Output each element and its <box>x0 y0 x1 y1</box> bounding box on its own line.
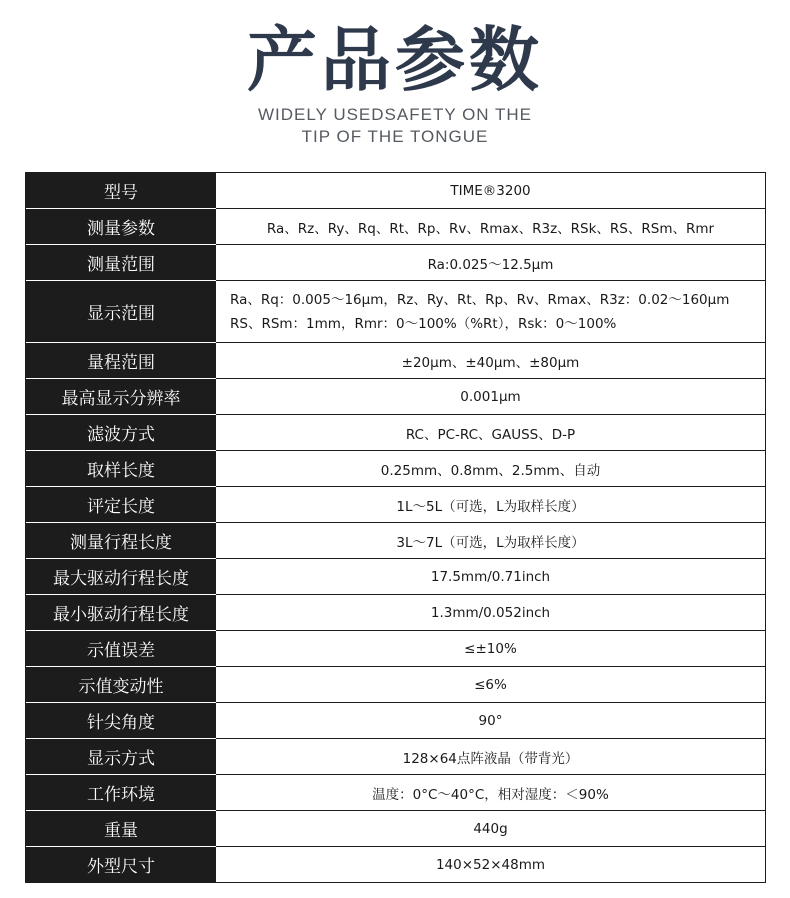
spec-row-tip-angle <box>26 702 765 738</box>
spec-value: ±20μm、±40μm、±80μm <box>401 354 580 371</box>
spec-value: 128×64点阵液晶（带背光） <box>402 750 579 767</box>
spec-label: 重量 <box>26 810 216 846</box>
spec-label: 滤波方式 <box>26 414 216 450</box>
spec-value: 3L～7L（可选，L为取样长度） <box>396 534 585 551</box>
spec-label: 最小驱动行程长度 <box>26 594 216 630</box>
spec-row-environment <box>26 774 765 810</box>
spec-label: 工作环境 <box>26 774 216 810</box>
spec-row-display-range <box>26 280 765 342</box>
spec-label: 针尖角度 <box>26 702 216 738</box>
spec-label: 显示方式 <box>26 738 216 774</box>
spec-label: 外型尺寸 <box>26 846 216 882</box>
spec-value: 温度：0°C～40°C，相对湿度：＜90% <box>372 786 609 803</box>
spec-label: 型号 <box>26 173 216 208</box>
spec-value: Ra:0.025～12.5μm <box>427 256 554 273</box>
spec-label: 示值变动性 <box>26 666 216 702</box>
spec-label: 最高显示分辨率 <box>26 378 216 414</box>
spec-value: 1.3mm/0.052inch <box>430 604 551 621</box>
spec-row-filter <box>26 414 765 450</box>
spec-row-travel-length <box>26 522 765 558</box>
spec-value: 0.001μm <box>460 388 521 405</box>
spec-value: 140×52×48mm <box>435 856 546 873</box>
spec-value: 17.5mm/0.71inch <box>430 568 551 585</box>
subtitle-line-2: TIP OF THE TONGUE <box>301 127 489 146</box>
page-title: 产品参数 <box>247 19 543 101</box>
spec-label: 评定长度 <box>26 486 216 522</box>
spec-label: 最大驱动行程长度 <box>26 558 216 594</box>
spec-row-model <box>26 173 765 208</box>
spec-label: 示值误差 <box>26 630 216 666</box>
spec-row-display-mode <box>26 738 765 774</box>
spec-row-scale-range <box>26 342 765 378</box>
spec-row-evaluation-length <box>26 486 765 522</box>
spec-label: 取样长度 <box>26 450 216 486</box>
spec-value: 440g <box>473 820 508 837</box>
spec-label: 测量范围 <box>26 244 216 280</box>
spec-value: 90° <box>478 712 503 729</box>
spec-value: RC、PC-RC、GAUSS、D-P <box>405 426 576 443</box>
spec-value: ≤6% <box>474 676 507 693</box>
spec-row-resolution <box>26 378 765 414</box>
spec-row-dimensions <box>26 846 765 882</box>
spec-label: 测量参数 <box>26 208 216 244</box>
subtitle-line-1: WIDELY USEDSAFETY ON THE <box>257 105 533 124</box>
spec-value: ≤±10% <box>464 640 517 657</box>
spec-label: 显示范围 <box>26 280 216 342</box>
spec-row-variability <box>26 666 765 702</box>
spec-row-weight <box>26 810 765 846</box>
spec-row-parameters <box>26 208 765 244</box>
spec-row-measure-range <box>26 244 765 280</box>
spec-row-max-drive <box>26 558 765 594</box>
spec-table <box>25 172 766 883</box>
spec-value: 1L～5L（可选，L为取样长度） <box>396 498 585 515</box>
spec-label: 测量行程长度 <box>26 522 216 558</box>
spec-label: 量程范围 <box>26 342 216 378</box>
spec-value: Ra、Rz、Ry、Rq、Rt、Rp、Rv、Rmax、R3z、RSk、RS、RSm、Rmr <box>266 220 715 237</box>
spec-value: Ra、Rq：0.005～16μm，Rz、Ry、Rt、Rp、Rv、Rmax、R3z：0.02～160μm RS、RSm：1mm，Rmr：0～100%（%Rt），Rsk：0～100% <box>230 291 730 332</box>
spec-row-min-drive <box>26 594 765 630</box>
spec-row-indication-error <box>26 630 765 666</box>
spec-value: TIME®3200 <box>450 182 531 199</box>
spec-row-sampling-length <box>26 450 765 486</box>
spec-value: 0.25mm、0.8mm、2.5mm、自动 <box>380 462 601 479</box>
